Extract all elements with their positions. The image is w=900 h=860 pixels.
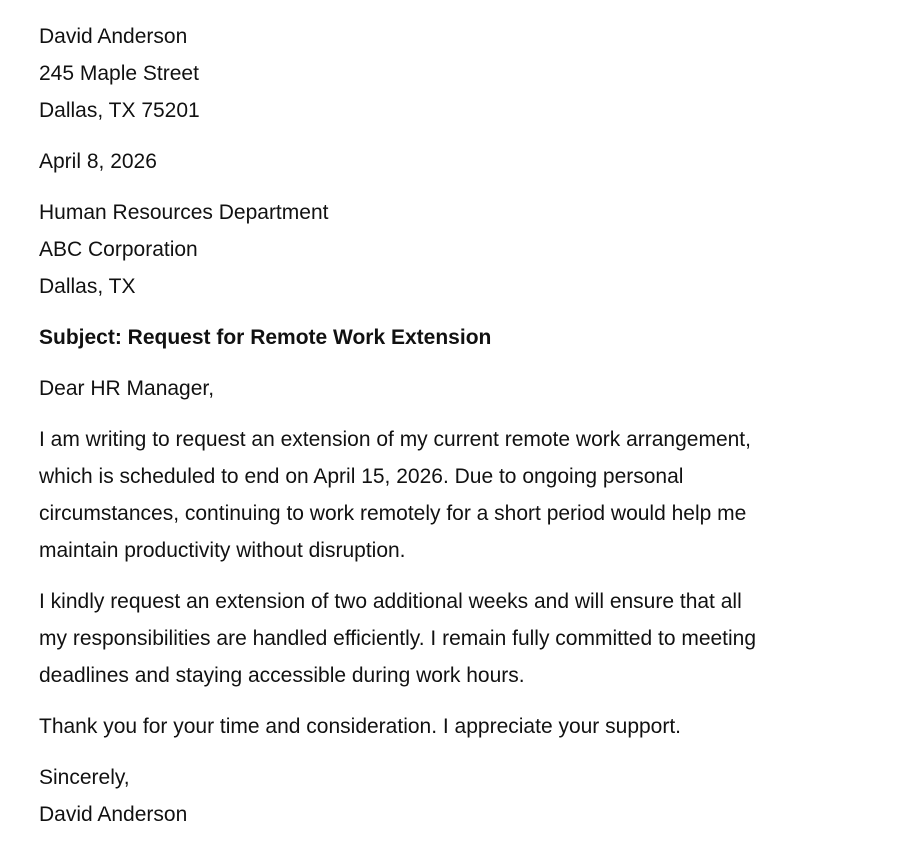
sender-city: Dallas, TX 75201 bbox=[39, 99, 200, 122]
letter-document bbox=[39, 18, 884, 833]
recipient-department: Human Resources Department bbox=[39, 201, 329, 224]
paragraph-line: which is scheduled to end on April 15, 2026. Due to ongoing personal bbox=[39, 465, 684, 488]
paragraph-line: deadlines and staying accessible during work hours. bbox=[39, 664, 525, 687]
paragraph-line: my responsibilities are handled efficiently. I remain fully committed to meeting bbox=[39, 627, 757, 650]
valediction: Sincerely, bbox=[39, 766, 130, 789]
subject-block bbox=[39, 319, 884, 356]
letter-date: April 8, 2026 bbox=[39, 150, 157, 173]
paragraph-line: I kindly request an extension of two additional weeks and will ensure that all bbox=[39, 590, 742, 613]
salutation: Dear HR Manager, bbox=[39, 377, 215, 400]
paragraph-line: Thank you for your time and consideration. I appreciate your support. bbox=[39, 715, 682, 738]
paragraph-line: I am writing to request an extension of my current remote work arrangement, bbox=[39, 428, 751, 451]
paragraph-line: maintain productivity without disruption. bbox=[39, 539, 406, 562]
sender-street: 245 Maple Street bbox=[39, 62, 199, 85]
recipient-address bbox=[39, 194, 884, 305]
sender-name: David Anderson bbox=[39, 25, 188, 48]
body-paragraph-2 bbox=[39, 583, 884, 694]
salutation-block bbox=[39, 370, 884, 407]
sender-address bbox=[39, 18, 884, 129]
body-paragraph-1 bbox=[39, 421, 884, 569]
letter-date-block bbox=[39, 143, 884, 180]
subject-line: Subject: Request for Remote Work Extension bbox=[39, 326, 492, 349]
body-paragraph-3 bbox=[39, 708, 884, 745]
closing-block bbox=[39, 759, 884, 833]
recipient-city: Dallas, TX bbox=[39, 275, 136, 298]
recipient-company: ABC Corporation bbox=[39, 238, 198, 261]
paragraph-line: circumstances, continuing to work remotely for a short period would help me bbox=[39, 502, 747, 525]
signature-name: David Anderson bbox=[39, 803, 188, 826]
